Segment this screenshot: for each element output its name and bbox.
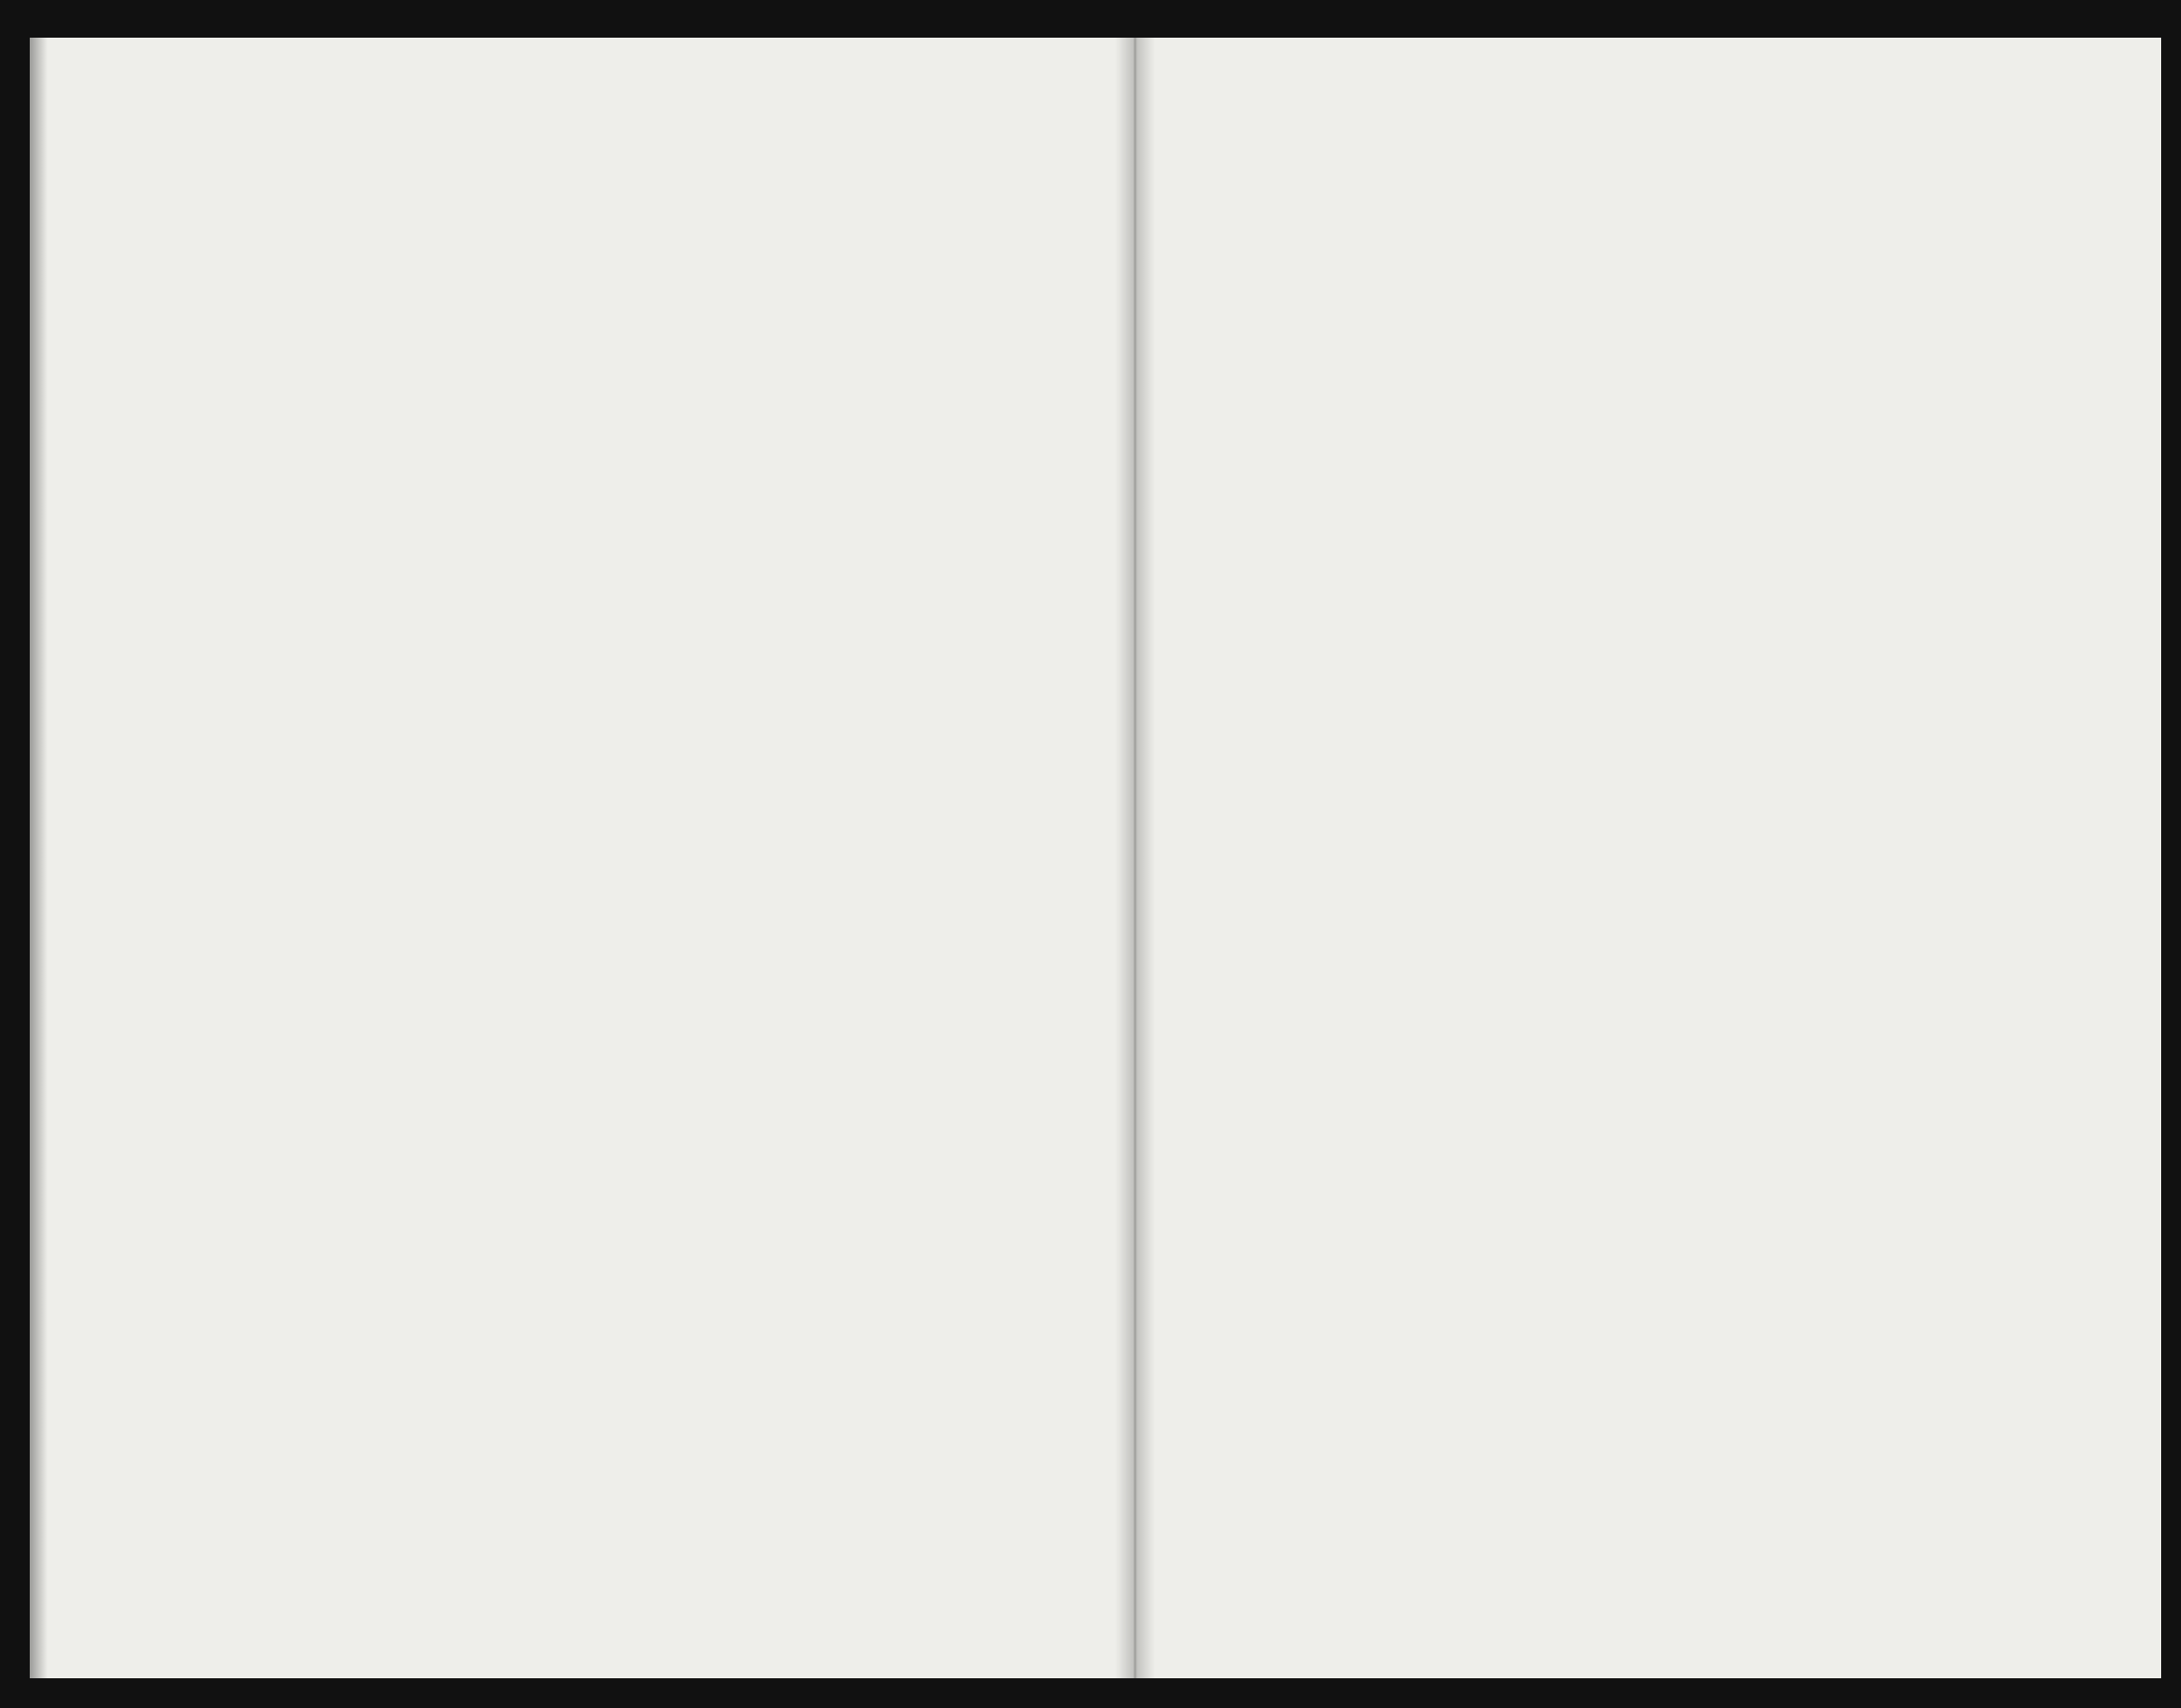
register-spread [30,38,2161,1678]
ruled-grid [30,38,2161,1678]
